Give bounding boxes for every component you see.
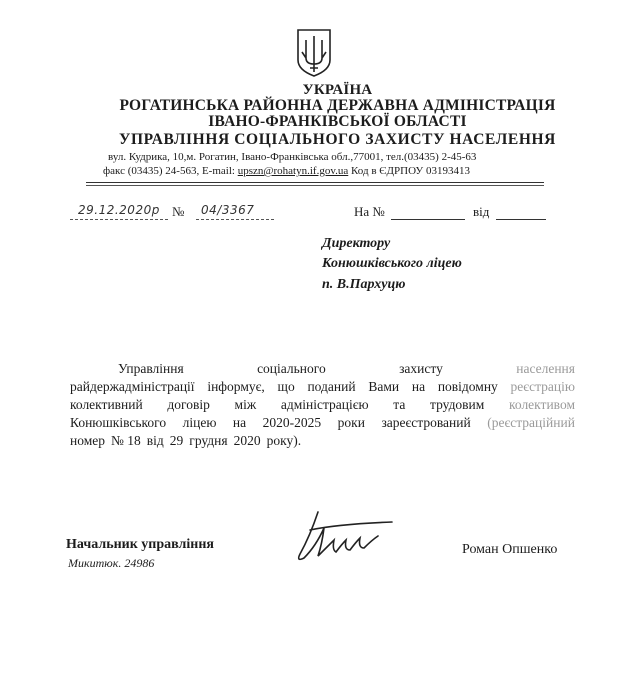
body-word: Конюшківського <box>70 415 167 430</box>
incoming-date-blank <box>496 219 546 220</box>
number-label: № <box>172 204 185 219</box>
body-word: райдержадміністрації <box>70 379 195 394</box>
header-divider-second <box>86 185 544 186</box>
body-word: що <box>277 379 295 394</box>
header-divider <box>86 182 544 183</box>
number-underline <box>196 219 274 220</box>
handwritten-signature <box>288 506 398 568</box>
body-word: трудовим <box>430 397 485 412</box>
body-word: договір <box>167 397 210 412</box>
body-word: 2020-2025 <box>262 415 322 430</box>
region-name: ІВАНО-ФРАНКІВСЬКОЇ ОБЛАСТІ <box>208 113 467 130</box>
body-word: року). <box>266 433 302 448</box>
body-word: від <box>146 433 164 448</box>
body-word: роки <box>337 415 365 430</box>
letter-body <box>70 360 575 450</box>
body-word: 2020 <box>233 433 261 448</box>
body-line <box>70 360 575 378</box>
body-word: інформує, <box>207 379 265 394</box>
body-word: на <box>232 415 247 430</box>
body-word: повідомну <box>437 379 498 394</box>
administration-name: РОГАТИНСЬКА РАЙОННА ДЕРЖАВНА АДМІНІСТРАЦІЯ <box>119 97 556 114</box>
body-line <box>70 378 575 396</box>
body-word: Вами <box>368 379 400 394</box>
date-underline <box>70 219 168 220</box>
country-name: УКРАЇНА <box>302 82 373 98</box>
signatory-name: Роман Опшенко <box>462 542 558 557</box>
body-word: реєстрацію <box>510 379 575 394</box>
body-word: номер <box>70 433 106 448</box>
body-line <box>70 396 575 414</box>
body-word: № 18 <box>111 433 141 448</box>
executor-contact: Микитюк. 24986 <box>68 556 155 570</box>
signatory-title: Начальник управління <box>66 537 214 552</box>
body-word: поданий <box>307 379 356 394</box>
body-word: колективний <box>70 397 143 412</box>
email-link[interactable]: upszn@rohatyn.if.gov.ua <box>237 165 349 177</box>
body-word: колективом <box>509 397 575 412</box>
address-line: вул. Кудрика, 10,м. Рогатин, Івано-Франківська обл.,77001, тел.(03435) 2-45-63 <box>108 151 477 163</box>
body-word: Управління <box>118 361 184 376</box>
body-word: соціального <box>257 361 326 376</box>
incoming-number-blank <box>391 219 465 220</box>
trident-emblem-icon <box>296 28 332 78</box>
incoming-date-label: від <box>473 204 490 219</box>
body-word: зареєстрований <box>381 415 471 430</box>
body-word: 29 <box>169 433 184 448</box>
body-word: грудня <box>189 433 228 448</box>
contact-line <box>103 165 470 177</box>
fax-text: факс (03435) 24-563, E-mail: <box>103 165 238 177</box>
addressee-organization: Конюшківського ліцею <box>322 256 462 271</box>
addressee-name: п. В.Пархуцю <box>322 277 406 292</box>
outgoing-date: 29.12.2020р <box>78 203 160 217</box>
body-word: на <box>411 379 426 394</box>
addressee-title: Директору <box>322 236 391 251</box>
body-word: ліцею <box>182 415 217 430</box>
incoming-number-label: На № <box>354 204 385 219</box>
body-word: адміністрацією <box>280 397 369 412</box>
body-word: (реєстраційний <box>487 415 575 430</box>
body-word: між <box>234 397 257 412</box>
edrpou-text: Код в ЄДРПОУ 03193413 <box>348 165 470 177</box>
body-word: та <box>393 397 406 412</box>
department-name: УПРАВЛІННЯ СОЦІАЛЬНОГО ЗАХИСТУ НАСЕЛЕННЯ <box>119 131 556 148</box>
body-word: населення <box>516 361 575 376</box>
body-line <box>70 414 575 432</box>
body-word: захисту <box>399 361 443 376</box>
outgoing-number: 04/3367 <box>201 203 255 217</box>
body-line <box>70 432 575 450</box>
